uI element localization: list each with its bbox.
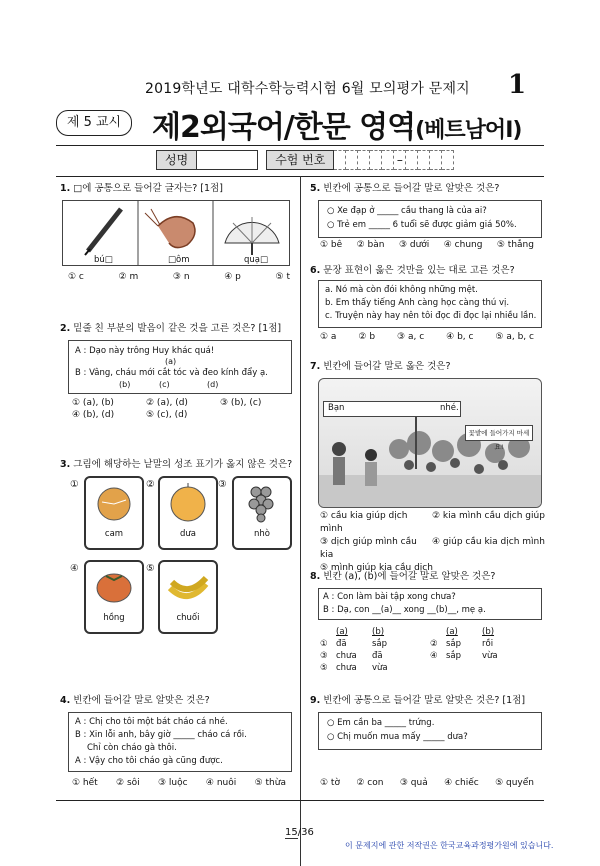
choice[interactable]: ④ (b), (d) xyxy=(72,410,115,420)
mark: (a) xyxy=(165,357,177,366)
choice[interactable]: ④ nuôi xyxy=(205,778,237,788)
banana-icon xyxy=(160,562,216,608)
cell: vừa xyxy=(482,651,498,661)
choice[interactable]: ⑤ a, b, c xyxy=(495,332,534,342)
id-bar xyxy=(156,150,454,170)
id-cell[interactable] xyxy=(442,150,454,170)
shrimp-icon xyxy=(145,209,195,248)
sentence: ○ Em cần ba _____ trứng. xyxy=(327,718,435,728)
choice[interactable]: ① hết xyxy=(72,778,98,788)
exam-header: 2019학년도 대학수학능력시험 6월 모의평가 문제지 xyxy=(145,81,470,97)
dialog-line: A : Vậy cho tôi cháo gà cũng được. xyxy=(75,756,223,766)
question-text: 빈칸에 들어갈 말로 알맞은 것은? xyxy=(73,695,210,706)
card-number: ① xyxy=(70,479,79,490)
choice[interactable]: ③ dưới xyxy=(398,240,430,250)
question-number: 2. xyxy=(60,323,71,334)
question-3 xyxy=(60,458,292,471)
choice[interactable]: ① tờ xyxy=(320,778,340,788)
choice[interactable]: ④ chung xyxy=(443,240,483,250)
dialog-line: B : Xin lỗi anh, bây giờ _____ cháo cá rồi. xyxy=(75,730,247,740)
speech-bubble xyxy=(323,401,461,417)
question-text: 빈칸 (a), (b)에 들어갈 말로 알맞은 것은? xyxy=(323,571,496,582)
choice[interactable]: ⑤ thẳng xyxy=(496,240,534,250)
choice[interactable]: ② kia mình cầu dịch giúp xyxy=(432,511,545,521)
choice[interactable]: ② b xyxy=(358,332,376,342)
choice-num: ③ xyxy=(320,651,328,661)
card-label: nhò xyxy=(254,529,270,539)
header-rule xyxy=(56,145,544,146)
choice[interactable]: ⑤ (c), (d) xyxy=(146,410,188,420)
q1-choices xyxy=(68,272,290,282)
cell: đã xyxy=(372,651,383,661)
park-scene xyxy=(319,379,541,507)
sentence: ○ Xe đạp ở _____ cầu thang là của ai? xyxy=(327,206,487,216)
choice[interactable]: ④ chiếc xyxy=(444,778,479,788)
choice[interactable]: ⑤ quyển xyxy=(495,778,534,788)
question-number: 3. xyxy=(60,459,71,470)
fruit-card xyxy=(84,560,144,634)
melon-icon xyxy=(160,478,216,524)
q8-answer-table xyxy=(320,626,498,674)
q4-dialog-box xyxy=(68,712,292,772)
dialog-line: Chỉ còn cháo gà thôi. xyxy=(87,743,177,753)
title-main: 제2외국어/한문 영역 xyxy=(152,110,416,145)
grapes-icon xyxy=(234,478,290,524)
col-header: (a) xyxy=(446,627,458,637)
pen-icon xyxy=(85,209,121,255)
sign-board: 꽃밭에 들어가지 마세요! xyxy=(465,425,533,441)
q2-choices xyxy=(72,398,282,408)
card-number: ② xyxy=(146,479,155,490)
orange-icon xyxy=(86,478,142,524)
sentence: ○ Trẻ em _____ 6 tuổi sẽ được giảm giá 50%. xyxy=(327,220,517,230)
choice-num: ① xyxy=(320,639,328,649)
question-text: 밑줄 친 부분의 발음이 같은 것을 고른 것은? [1점] xyxy=(73,323,282,334)
id-cell[interactable] xyxy=(382,150,394,170)
sentence: c. Truyện này hay nên tôi đọc đi đọc lại nhiều lần. xyxy=(325,311,537,321)
mark: (c) xyxy=(159,380,170,389)
card-number: ④ xyxy=(70,563,79,574)
id-cell[interactable] xyxy=(430,150,442,170)
fruit-card xyxy=(158,476,218,550)
choice-num: ④ xyxy=(430,651,438,661)
question-text: 빈칸에 공통으로 들어갈 말로 알맞은 것은? [1점] xyxy=(323,695,526,706)
question-5 xyxy=(310,182,499,195)
sign-post xyxy=(415,409,417,469)
person-woman xyxy=(365,449,377,486)
sentence: ○ Chị muốn mua mấy _____ dưa? xyxy=(327,732,468,742)
fan-icon xyxy=(225,217,279,255)
q7-choices xyxy=(320,510,545,575)
q2-choices-row2 xyxy=(72,410,282,420)
card-label: cam xyxy=(104,529,124,539)
choice[interactable]: ④ p xyxy=(224,272,241,282)
question-2 xyxy=(60,322,281,335)
q6-choices xyxy=(320,332,534,342)
question-number: 5. xyxy=(310,183,321,194)
choice[interactable]: ⑤ thừa xyxy=(254,778,286,788)
cell: chưa xyxy=(336,663,357,673)
choice[interactable]: ④ b, c xyxy=(446,332,474,342)
q6-box xyxy=(318,280,542,328)
question-7 xyxy=(310,360,451,373)
choice[interactable]: ① cầu kia giúp dịch mình xyxy=(320,511,408,534)
question-1 xyxy=(60,182,223,195)
card-label: hồng xyxy=(103,613,125,623)
q1-caption: □ôm xyxy=(168,255,190,265)
sentence: a. Nó mà còn đói không những mệt. xyxy=(325,285,478,295)
dialog-line: A : Con làm bài tập xong chưa? xyxy=(323,592,456,602)
choice-num: ⑤ xyxy=(320,663,328,673)
cell: sắp xyxy=(372,639,388,649)
id-label: 수험 번호 xyxy=(266,150,334,170)
fruit-card xyxy=(158,560,218,634)
choice[interactable]: ① a xyxy=(320,332,337,342)
question-number: 6. xyxy=(310,265,321,276)
question-text: □에 공통으로 들어갈 글자는? [1점] xyxy=(73,183,223,194)
choice[interactable]: ③ dịch giúp mình cầu kia xyxy=(320,537,417,560)
cell: rồi xyxy=(482,639,494,649)
choice[interactable]: ③ luộc xyxy=(157,778,188,788)
footer-rule xyxy=(56,800,544,801)
question-number: 4. xyxy=(60,695,71,706)
dialog-line: A : Dạo này trông Huy khác quá! xyxy=(75,346,215,356)
question-text: 빈칸에 들어갈 말로 옳은 것은? xyxy=(323,361,451,372)
question-number: 7. xyxy=(310,361,321,372)
col-header: (b) xyxy=(372,627,385,637)
dialog-line: B : Dạ, con __(a)__ xong __(b)__, mẹ ạ. xyxy=(323,605,486,615)
id-cell[interactable] xyxy=(358,150,370,170)
card-label: dưa xyxy=(180,529,196,539)
id-cell[interactable] xyxy=(406,150,418,170)
choice[interactable]: ② sôi xyxy=(116,778,140,788)
id-cell[interactable] xyxy=(346,150,358,170)
question-number: 9. xyxy=(310,695,321,706)
choice[interactable]: ② bàn xyxy=(356,240,385,250)
column-divider xyxy=(300,176,301,866)
cell: chưa xyxy=(336,651,357,661)
choice[interactable]: ① (a), (b) xyxy=(72,398,114,408)
id-cell[interactable] xyxy=(418,150,430,170)
bubble-start: Bạn xyxy=(328,403,345,413)
q7-illustration xyxy=(318,378,542,508)
cell: vừa xyxy=(372,663,388,673)
q5-choices xyxy=(320,240,534,250)
answer-row[interactable] xyxy=(320,650,498,662)
copyright-notice: 이 문제지에 관한 저작권은 한국교육과정평가원에 있습니다. xyxy=(345,841,554,850)
page-number: 1 xyxy=(508,70,527,100)
col-header: (a) xyxy=(336,627,348,637)
choice-num: ② xyxy=(430,639,438,649)
title-subject: (베트남어Ⅰ) xyxy=(415,118,522,143)
choice[interactable]: ② con xyxy=(356,778,384,788)
sentence: b. Em thấy tiếng Anh càng học càng thú vị. xyxy=(325,298,510,308)
dialog-line: A : Chị cho tôi một bát cháo cá nhé. xyxy=(75,717,228,727)
page-indicator: 15/36 xyxy=(285,827,314,838)
q4-choices xyxy=(72,778,286,788)
question-text: 문장 표현이 옳은 것만을 있는 대로 고른 것은? xyxy=(323,265,515,276)
question-6 xyxy=(310,264,515,277)
choice[interactable]: ① c xyxy=(68,272,84,282)
choice[interactable]: ② (a), (d) xyxy=(146,398,188,408)
choice[interactable]: ① bê xyxy=(320,240,343,250)
answer-row[interactable] xyxy=(320,638,498,650)
choice[interactable]: ⑤ mình giúp kia cầu dịch xyxy=(320,563,433,573)
choice[interactable]: ② m xyxy=(118,272,139,282)
id-dash: – xyxy=(394,150,406,170)
question-9 xyxy=(310,694,525,707)
mark: (b) xyxy=(119,380,131,389)
page-title xyxy=(152,102,521,146)
dialog-line: B : Vâng, cháu mới cắt tóc và đeo kính đẩy ạ. xyxy=(75,368,268,378)
name-label: 성명 xyxy=(156,150,197,170)
q1-caption: quạ□ xyxy=(244,255,269,265)
name-field[interactable] xyxy=(197,150,258,170)
card-number: ③ xyxy=(218,479,227,490)
q2-dialog-box xyxy=(68,340,292,394)
mark: (d) xyxy=(207,380,219,389)
q1-caption: bú□ xyxy=(94,255,113,265)
col-header: (b) xyxy=(482,627,495,637)
current-page: 15 xyxy=(285,827,298,838)
q9-choices xyxy=(320,778,534,788)
id-cell[interactable] xyxy=(334,150,346,170)
question-number: 1. xyxy=(60,183,71,194)
fruit-card xyxy=(84,476,144,550)
question-8 xyxy=(310,570,495,583)
choice[interactable]: ④ giúp cầu kia dịch mình xyxy=(432,537,545,547)
q8-dialog-box xyxy=(318,588,542,620)
session-badge: 제 5 교시 xyxy=(56,110,132,136)
person-man xyxy=(332,442,346,485)
choice[interactable]: ③ quả xyxy=(399,778,428,788)
q5-box xyxy=(318,200,542,238)
cell: sắp xyxy=(446,639,462,649)
persimmon-icon xyxy=(86,562,142,608)
question-text: 그림에 해당하는 낱말의 성조 표기가 옳지 않은 것은? xyxy=(73,459,293,470)
cell: đã xyxy=(336,639,347,649)
choice[interactable]: ③ n xyxy=(172,272,190,282)
choice[interactable]: ⑤ t xyxy=(275,272,290,282)
answer-row[interactable] xyxy=(320,662,498,674)
fruit-card xyxy=(232,476,292,550)
choice[interactable]: ③ a, c xyxy=(397,332,425,342)
total-pages: 36 xyxy=(301,827,314,838)
card-label: chuối xyxy=(176,613,200,623)
id-cell[interactable] xyxy=(370,150,382,170)
q9-box xyxy=(318,712,542,750)
question-number: 8. xyxy=(310,571,321,582)
cell: sắp xyxy=(446,651,462,661)
question-text: 빈칸에 공통으로 들어갈 말로 알맞은 것은? xyxy=(323,183,500,194)
question-4 xyxy=(60,694,210,707)
bubble-end: nhé. xyxy=(440,403,459,413)
choice[interactable]: ③ (b), (c) xyxy=(220,398,262,408)
card-number: ⑤ xyxy=(146,563,155,574)
